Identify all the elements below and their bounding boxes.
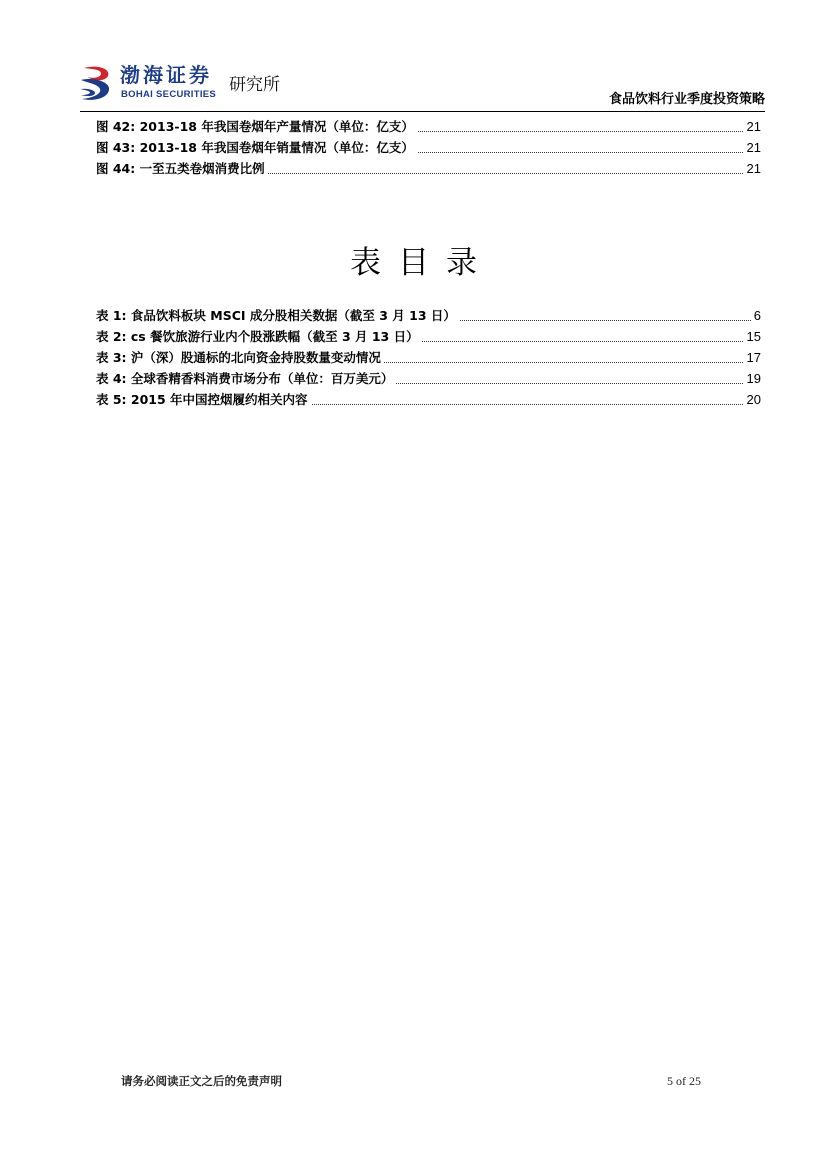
table-list-item[interactable]	[96, 368, 761, 389]
table-entry-page: 20	[744, 389, 761, 410]
table-list-heading: 表目录	[350, 245, 494, 281]
figure-entry-page: 21	[744, 137, 761, 158]
figure-list-item[interactable]	[96, 158, 761, 179]
table-list	[96, 305, 761, 410]
figure-list-item[interactable]	[96, 116, 761, 137]
header-divider	[80, 111, 765, 112]
table-entry-label: 表 2: cs 餐饮旅游行业内个股涨跌幅（截至 3 月 13 日）	[96, 329, 422, 344]
figure-entry-label: 图 42: 2013-18 年我国卷烟年产量情况（单位：亿支）	[96, 119, 417, 134]
table-entry-label: 表 4: 全球香精香料消费市场分布（单位：百万美元）	[96, 371, 396, 386]
figure-entry-page: 21	[744, 158, 761, 179]
logo-english-name: BOHAI SECURITIES	[121, 89, 217, 100]
figure-entry-label: 图 43: 2013-18 年我国卷烟年销量情况（单位：亿支）	[96, 140, 417, 155]
table-entry-page: 17	[744, 347, 761, 368]
table-entry-label: 表 3: 沪（深）股通标的北向资金持股数量变动情况	[96, 350, 384, 365]
logo-chinese-name: 渤海证券	[120, 63, 212, 87]
table-entry-page: 19	[744, 368, 761, 389]
institute-label: 研究所	[229, 75, 280, 95]
footer-disclaimer: 请务必阅读正文之后的免责声明	[121, 1074, 282, 1088]
figure-list	[96, 116, 761, 179]
bohai-logo-icon	[78, 64, 114, 102]
table-list-item[interactable]	[96, 347, 761, 368]
table-list-item[interactable]	[96, 389, 761, 410]
table-entry-label: 表 5: 2015 年中国控烟履约相关内容	[96, 392, 311, 407]
figure-entry-label: 图 44: 一至五类卷烟消费比例	[96, 161, 268, 176]
table-list-item[interactable]	[96, 305, 761, 326]
table-entry-page: 6	[751, 305, 761, 326]
table-entry-label: 表 1: 食品饮料板块 MSCI 成分股相关数据（截至 3 月 13 日）	[96, 308, 459, 323]
table-list-item[interactable]	[96, 326, 761, 347]
page-number: 5 of 25	[667, 1074, 701, 1088]
report-title: 食品饮料行业季度投资策略	[608, 92, 765, 107]
figure-entry-page: 21	[744, 116, 761, 137]
table-entry-page: 15	[744, 326, 761, 347]
figure-list-item[interactable]	[96, 137, 761, 158]
